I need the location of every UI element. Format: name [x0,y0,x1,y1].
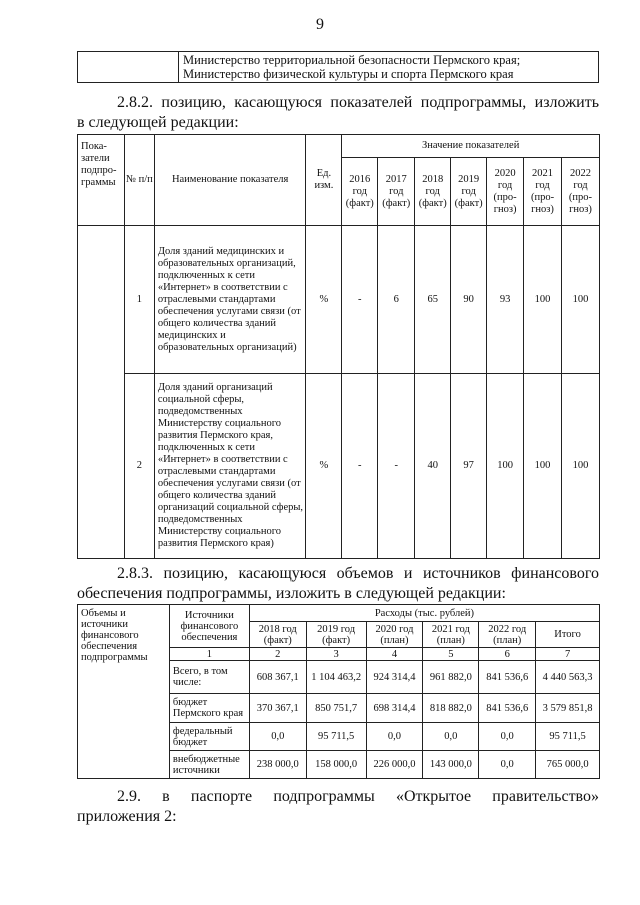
section-2-8-3 [77,564,599,604]
indicator-value: 100 [524,226,562,374]
column-number: 3 [306,648,366,661]
year-header-2018 [415,158,451,226]
finance-value: 924 314,4 [366,661,423,694]
year-header-w: год [352,185,367,197]
finance-value: 95 711,5 [306,723,366,751]
indicator-value: 100 [524,374,562,559]
section-2-8-2-line-1: 2.8.2. позицию, касающуюся показателей подпрограммы, изложить [117,94,599,111]
section-2-9 [77,787,599,827]
year-header-2017 [378,158,415,226]
year-header-2021 [524,158,562,226]
finance-year-kind: (план) [380,634,409,646]
year-header-kind: (факт) [454,197,483,209]
funding-source-label: бюджет Пермского края [169,694,249,723]
year-header-kind: (факт) [382,197,411,209]
finance-year-kind: (план) [493,634,522,646]
year-header-year: 2020 [494,167,516,179]
finance-value: 95 711,5 [536,723,600,751]
indicator-value: - [342,226,378,374]
unit: % [306,226,342,374]
section-2-9-text: 2.9. в паспорте подпрограммы «Открытое правительство» приложения 2: [77,788,599,825]
finance-value: 238 000,0 [249,751,306,779]
row-number: 1 [124,226,154,374]
finance-value: 0,0 [479,751,536,779]
finance-year-kind: (план) [436,634,465,646]
indicator-value: 6 [378,226,415,374]
unit: % [306,374,342,559]
funding-source-label: внебюджетные источники [169,751,249,779]
finance-value: 143 000,0 [423,751,479,779]
finance-value: 841 536,6 [479,694,536,723]
column-number: 5 [423,648,479,661]
year-header-kind: (про- гноз) [530,191,555,215]
finance-year-header [479,622,536,648]
year-header-kind: (про- гноз) [568,191,593,215]
column-number: 1 [169,648,249,661]
year-header-w: год [573,179,588,191]
year-header-kind: (факт) [418,197,447,209]
finance-table [77,604,600,779]
finance-value: 226 000,0 [366,751,423,779]
responsible-executors-cell [179,52,599,83]
indicator-value: - [342,374,378,559]
section-2-8-3-line-1: 2.8.3. позицию, касающуюся объемов и источников финансового [117,565,599,582]
header-expenses: Расходы (тыс. рублей) [249,605,599,622]
finance-value: 841 536,6 [479,661,536,694]
finance-value: 698 314,4 [366,694,423,723]
finance-value: 961 882,0 [423,661,479,694]
year-header-2020 [487,158,524,226]
year-header-year: 2017 [385,173,407,185]
finance-year-kind: (факт) [322,634,351,646]
responsible-executors-table [77,51,599,83]
finance-year: 2020 год [375,623,414,635]
header-subprogram-indicators: Пока- затели подпро- граммы [78,135,125,226]
subprogram-cell [78,226,125,559]
header-row-number: № п/п [124,135,154,226]
finance-year-header [249,622,306,648]
indicator-name: Доля зданий медицинских и образовательных организаций, подключенных к сети «Интернет» в соответствии с отраслевыми стандартами обеспечения услугами связи (от общего количества зданий медицинских и образовательных организаций) [154,226,306,374]
indicators-table [77,134,600,559]
year-header-w: год [461,185,476,197]
header-volumes-sources: Объемы и источники финансового обеспечения подпрограммы [78,605,170,779]
finance-year-kind: (факт) [263,634,292,646]
page-number: 9 [316,16,324,33]
header-funding-sources: Источники финансового обеспечения [169,605,249,648]
column-number: 7 [536,648,600,661]
header-total: Итого [536,622,600,648]
year-header-year: 2022 [569,167,591,179]
section-2-8-3-line-2: обеспечения подпрограммы, изложить в следующей редакции: [77,585,506,602]
year-header-w: год [497,179,513,191]
year-header-year: 2016 [349,173,371,185]
year-header-2016 [342,158,378,226]
year-header-w: год [389,185,404,197]
year-header-kind: (про- гноз) [493,191,517,215]
header-indicator-values: Значение показателей [342,135,600,158]
indicator-value: 100 [487,374,524,559]
funding-source-label: Всего, в том числе: [169,661,249,694]
column-number: 4 [366,648,423,661]
finance-value: 0,0 [479,723,536,751]
column-number: 2 [249,648,306,661]
finance-value: 3 579 851,8 [536,694,600,723]
year-header-year: 2021 [532,167,554,179]
year-header-2019 [451,158,487,226]
row-number: 2 [124,374,154,559]
indicator-value: 93 [487,226,524,374]
year-header-w: год [425,185,440,197]
finance-value: 818 882,0 [423,694,479,723]
responsible-line-2: Министерство физической культуры и спорта Пермского края [183,67,514,81]
indicator-value: 40 [415,374,451,559]
indicator-value: - [378,374,415,559]
indicator-name: Доля зданий организаций социальной сферы, подведомственных Министерству социального развития Пермского края, подключенных к сети «Интернет» в соответствии с отраслевыми стандартами обеспечения услугами связи (от общего количества зданий организаций социальной сферы, подведомственных Министерству социального развития Пермского края) [154,374,306,559]
finance-value: 0,0 [366,723,423,751]
year-header-year: 2019 [458,173,480,185]
indicator-value: 65 [415,226,451,374]
year-header-year: 2018 [422,173,444,185]
finance-value: 158 000,0 [306,751,366,779]
finance-year: 2021 год [431,623,470,635]
column-number: 6 [479,648,536,661]
header-indicator-name: Наименование показателя [154,135,306,226]
header-unit: Ед. изм. [306,135,342,226]
finance-value: 370 367,1 [249,694,306,723]
finance-year-header [423,622,479,648]
funding-source-label: федеральный бюджет [169,723,249,751]
finance-year-header [306,622,366,648]
finance-value: 4 440 563,3 [536,661,600,694]
year-header-2022 [561,158,599,226]
finance-value: 0,0 [423,723,479,751]
finance-year: 2018 год [258,623,297,635]
finance-value: 608 367,1 [249,661,306,694]
indicator-value: 100 [561,226,599,374]
indicator-value: 90 [451,226,487,374]
empty-label-cell [78,52,179,83]
finance-value: 850 751,7 [306,694,366,723]
year-header-kind: (факт) [345,197,374,209]
section-2-8-2-line-2: в следующей редакции: [77,114,239,131]
finance-year: 2022 год [488,623,527,635]
section-2-8-2 [77,93,599,133]
responsible-line-1: Министерство территориальной безопасности Пермского края; [183,53,521,67]
indicator-value: 100 [561,374,599,559]
finance-year-header [366,622,423,648]
finance-value: 765 000,0 [536,751,600,779]
year-header-w: год [535,179,550,191]
finance-value: 0,0 [249,723,306,751]
indicator-value: 97 [451,374,487,559]
finance-year: 2019 год [317,623,356,635]
finance-value: 1 104 463,2 [306,661,366,694]
